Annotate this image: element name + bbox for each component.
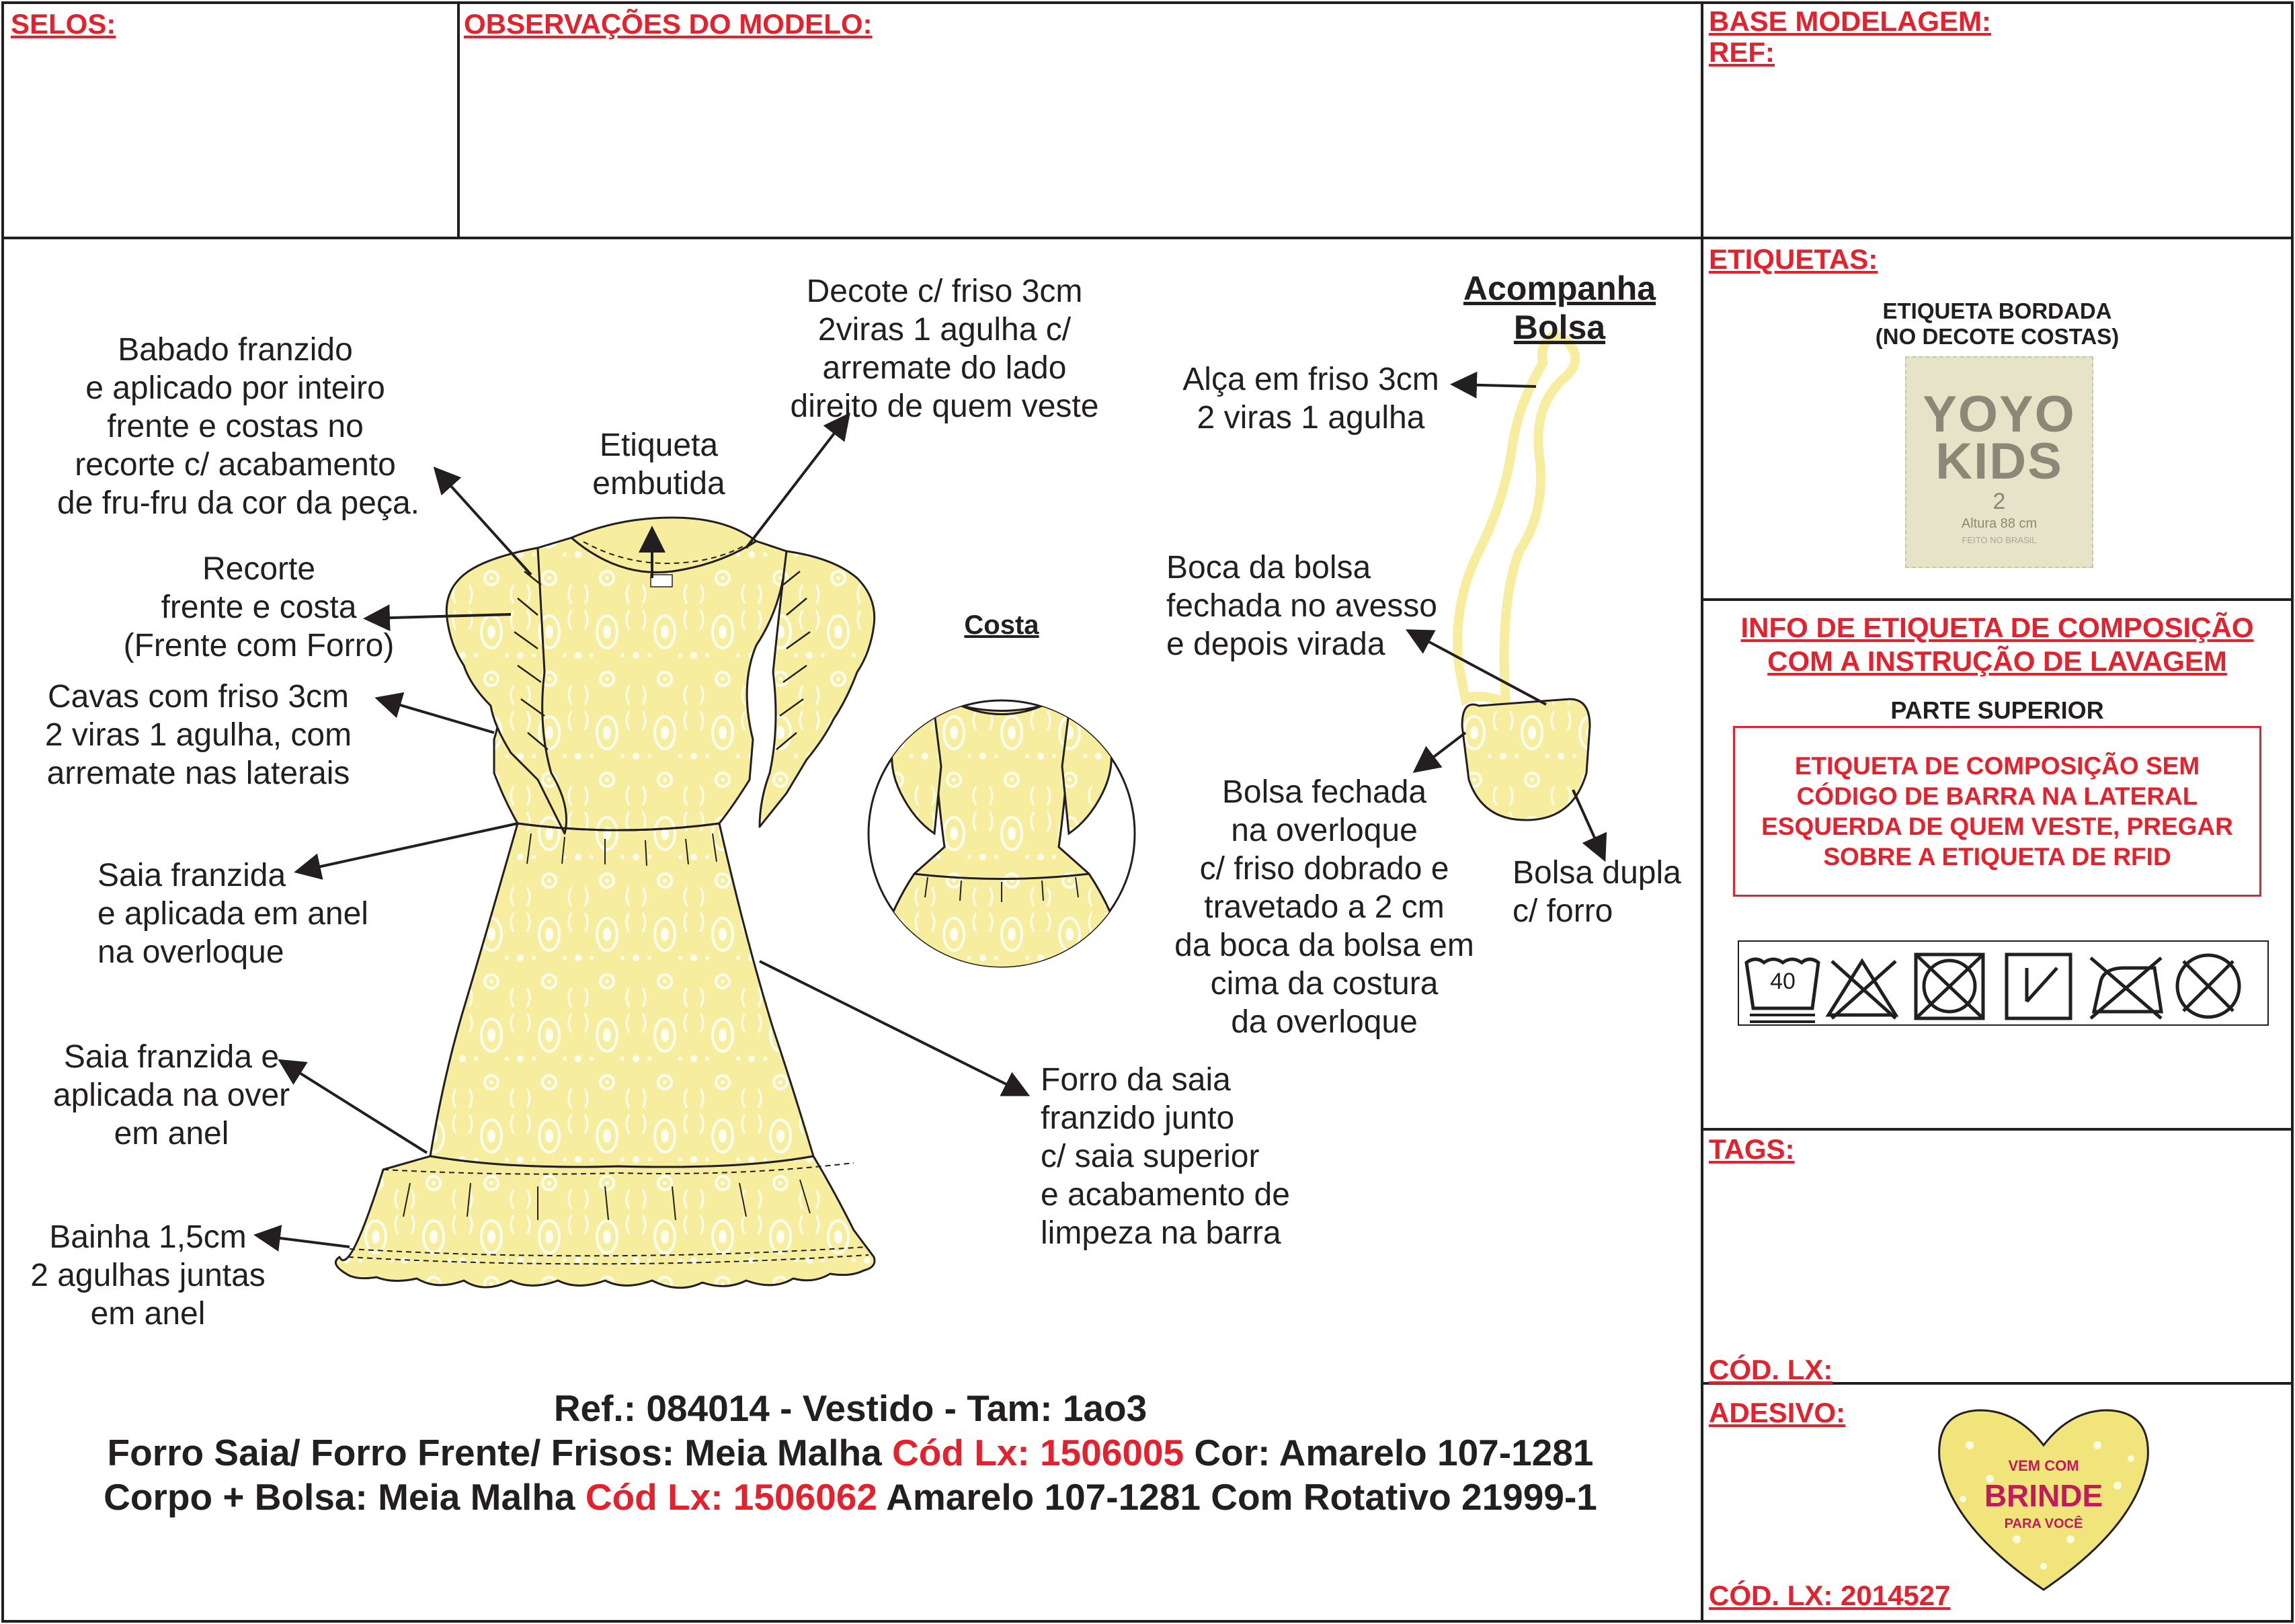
cavas-line-3: arremate nas laterais (46, 756, 350, 791)
cavas-line-2: 2 viras 1 agulha, com (44, 717, 352, 753)
recorte-line-2: frente e costa (161, 590, 357, 625)
composicao-line-1: ETIQUETA DE COMPOSIÇÃO SEM (1794, 752, 2200, 780)
observacoes-header: OBSERVAÇÕES DO MODELO: (464, 8, 873, 40)
label-height: Altura 88 cm (1961, 516, 2038, 531)
bolsa-fechada-line-6: cima da costura (1210, 966, 1439, 1002)
bainha-line-3: em anel (90, 1296, 206, 1332)
acompanha-line-1: Acompanha (1463, 270, 1656, 307)
babado-line-5: de fru-fru da cor da peça. (57, 485, 419, 521)
ref-line-3 (0, 1475, 1701, 1519)
alca-line-2: 2 viras 1 agulha (1197, 400, 1425, 436)
cavas-line-1: Cavas com friso 3cm (47, 679, 350, 715)
saia-over-line-3: em anel (114, 1116, 229, 1151)
alca-note (1170, 360, 1452, 437)
saia-over-line-1: Saia franzida e (63, 1039, 280, 1075)
ref-line-2-code: Cód Lx: 1506005 (892, 1432, 1184, 1473)
bainha-line-1: Bainha 1,5cm (49, 1219, 247, 1255)
bolsa-fechada-line-7: da overloque (1231, 1004, 1418, 1040)
decote-note (770, 272, 1119, 425)
decote-line-4: direito de quem veste (790, 389, 1099, 424)
bolsa-fechada-line-1: Bolsa fechada (1221, 774, 1427, 810)
care-symbols (1738, 941, 2268, 1025)
label-size: 2 (1992, 489, 2006, 514)
label-brand-1: YOYO (1923, 386, 2076, 443)
acompanha-note (1432, 269, 1687, 347)
saia-over-line-2: aplicada na over (52, 1078, 290, 1113)
wash-temp: 40 (1770, 969, 1796, 994)
composicao-line-4: SOBRE A ETIQUETA DE RFID (1823, 843, 2171, 870)
saia-anel-line-3: na overloque (97, 934, 284, 970)
acompanha-line-2: Bolsa (1513, 309, 1606, 346)
forro-line-2: franzido junto (1041, 1100, 1235, 1136)
bolsa-fechada-line-4: travetado a 2 cm (1204, 889, 1445, 925)
cavas-note (27, 678, 370, 793)
forro-line-3: c/ saia superior (1041, 1139, 1260, 1174)
babado-line-1: Babado franzido (118, 332, 353, 368)
saia-anel-line-1: Saia franzida (97, 858, 286, 893)
bainha-line-2: 2 agulhas juntas (30, 1258, 266, 1293)
forro-line-5: limpeza na barra (1041, 1215, 1281, 1251)
sticker-line-2: BRINDE (1984, 1478, 2103, 1513)
decote-line-2: 2viras 1 agulha c/ (817, 312, 1072, 348)
sticker-line-1: VEM COM (2008, 1457, 2079, 1474)
info-etiqueta-header-1: INFO DE ETIQUETA DE COMPOSIÇÃO (1740, 612, 2254, 643)
forro-note (1041, 1061, 1336, 1252)
saia-over-note (27, 1038, 316, 1153)
ref-line-2 (0, 1430, 1701, 1475)
bolsa-fechada-line-5: da boca da bolsa em (1174, 928, 1474, 963)
boca-line-2: fechada no avesso (1166, 588, 1437, 624)
adesivo-header: ADESIVO: (1709, 1397, 1846, 1428)
label-origin: FEITO NO BRASIL (1962, 535, 2037, 545)
babado-note (57, 331, 419, 522)
boca-note (1166, 549, 1476, 663)
composicao-line-3: ESQUERDA DE QUEM VESTE, PREGAR (1761, 813, 2233, 840)
ref-line-1: Ref.: 084014 - Vestido - Tam: 1ao3 (553, 1387, 1148, 1429)
recorte-line-3: (Frente com Forro) (123, 628, 395, 663)
boca-line-3: e depois virada (1166, 626, 1385, 662)
babado-line-3: frente e costas no (107, 409, 364, 444)
etiquetas-header: ETIQUETAS: (1709, 243, 1878, 275)
etiqueta-embutida-line-2: embutida (592, 466, 725, 501)
forro-line-4: e acabamento de (1041, 1177, 1290, 1213)
babado-line-4: recorte c/ acabamento (75, 447, 396, 483)
recorte-line-1: Recorte (202, 551, 316, 587)
costa-label: Costa (964, 610, 1039, 640)
tags-header: TAGS: (1709, 1133, 1795, 1165)
babado-line-2: e aplicado por inteiro (85, 370, 385, 406)
etiqueta-embutida-note (558, 426, 760, 503)
bolsa-dupla-line-1: Bolsa dupla (1513, 855, 1681, 891)
cod-lx-header: CÓD. LX: (1709, 1354, 1833, 1385)
saia-anel-note (97, 856, 393, 971)
bolsa-fechada-note (1150, 773, 1499, 1041)
bolsa-dupla-line-2: c/ forro (1513, 893, 1613, 929)
selos-header: SELOS: (11, 8, 116, 40)
bolsa-dupla-note (1513, 854, 1707, 930)
forro-line-1: Forro da saia (1041, 1062, 1231, 1098)
decote-line-3: arremate do lado (822, 350, 1067, 386)
ref-line-3-code: Cód Lx: 1506062 (585, 1476, 877, 1518)
decote-line-1: Decote c/ friso 3cm (806, 274, 1083, 309)
ref-line-3-b: Amarelo 107-1281 Com Rotativo 21999-1 (877, 1476, 1597, 1518)
cod-lx-adesivo: CÓD. LX: 2014527 (1709, 1580, 1951, 1611)
bainha-note (13, 1218, 282, 1333)
composicao-line-2: CÓDIGO DE BARRA NA LATERAL (1796, 782, 2198, 810)
parte-superior: PARTE SUPERIOR (1890, 696, 2104, 724)
ref-line-2-a: Forro Saia/ Forro Frente/ Frisos: Meia Malha (107, 1432, 892, 1473)
sticker-line-3: PARA VOCÊ (2004, 1516, 2083, 1531)
base-modelagem-header: BASE MODELAGEM: (1709, 5, 1991, 37)
bolsa-fechada-line-3: c/ friso dobrado e (1199, 851, 1449, 887)
ref-header: REF: (1709, 36, 1775, 68)
dress-back (869, 700, 1135, 968)
etiqueta-embutida-line-1: Etiqueta (599, 428, 719, 463)
etiqueta-title-2: (NO DECOTE COSTAS) (1875, 324, 2120, 349)
recorte-note (101, 550, 417, 665)
bolsa-fechada-line-2: na overloque (1231, 813, 1418, 848)
ref-line-2-b: Cor: Amarelo 107-1281 (1184, 1432, 1594, 1473)
info-etiqueta-header-2: COM A INSTRUÇÃO DE LAVAGEM (1767, 645, 2227, 677)
bag-drawing (1457, 336, 1590, 820)
ref-line-3-a: Corpo + Bolsa: Meia Malha (104, 1476, 586, 1518)
alca-line-1: Alça em friso 3cm (1182, 362, 1439, 397)
saia-anel-line-2: e aplicada em anel (97, 896, 368, 932)
label-brand-2: KIDS (1935, 433, 2063, 490)
etiqueta-title-1: ETIQUETA BORDADA (1882, 298, 2112, 323)
boca-line-1: Boca da bolsa (1166, 550, 1371, 585)
